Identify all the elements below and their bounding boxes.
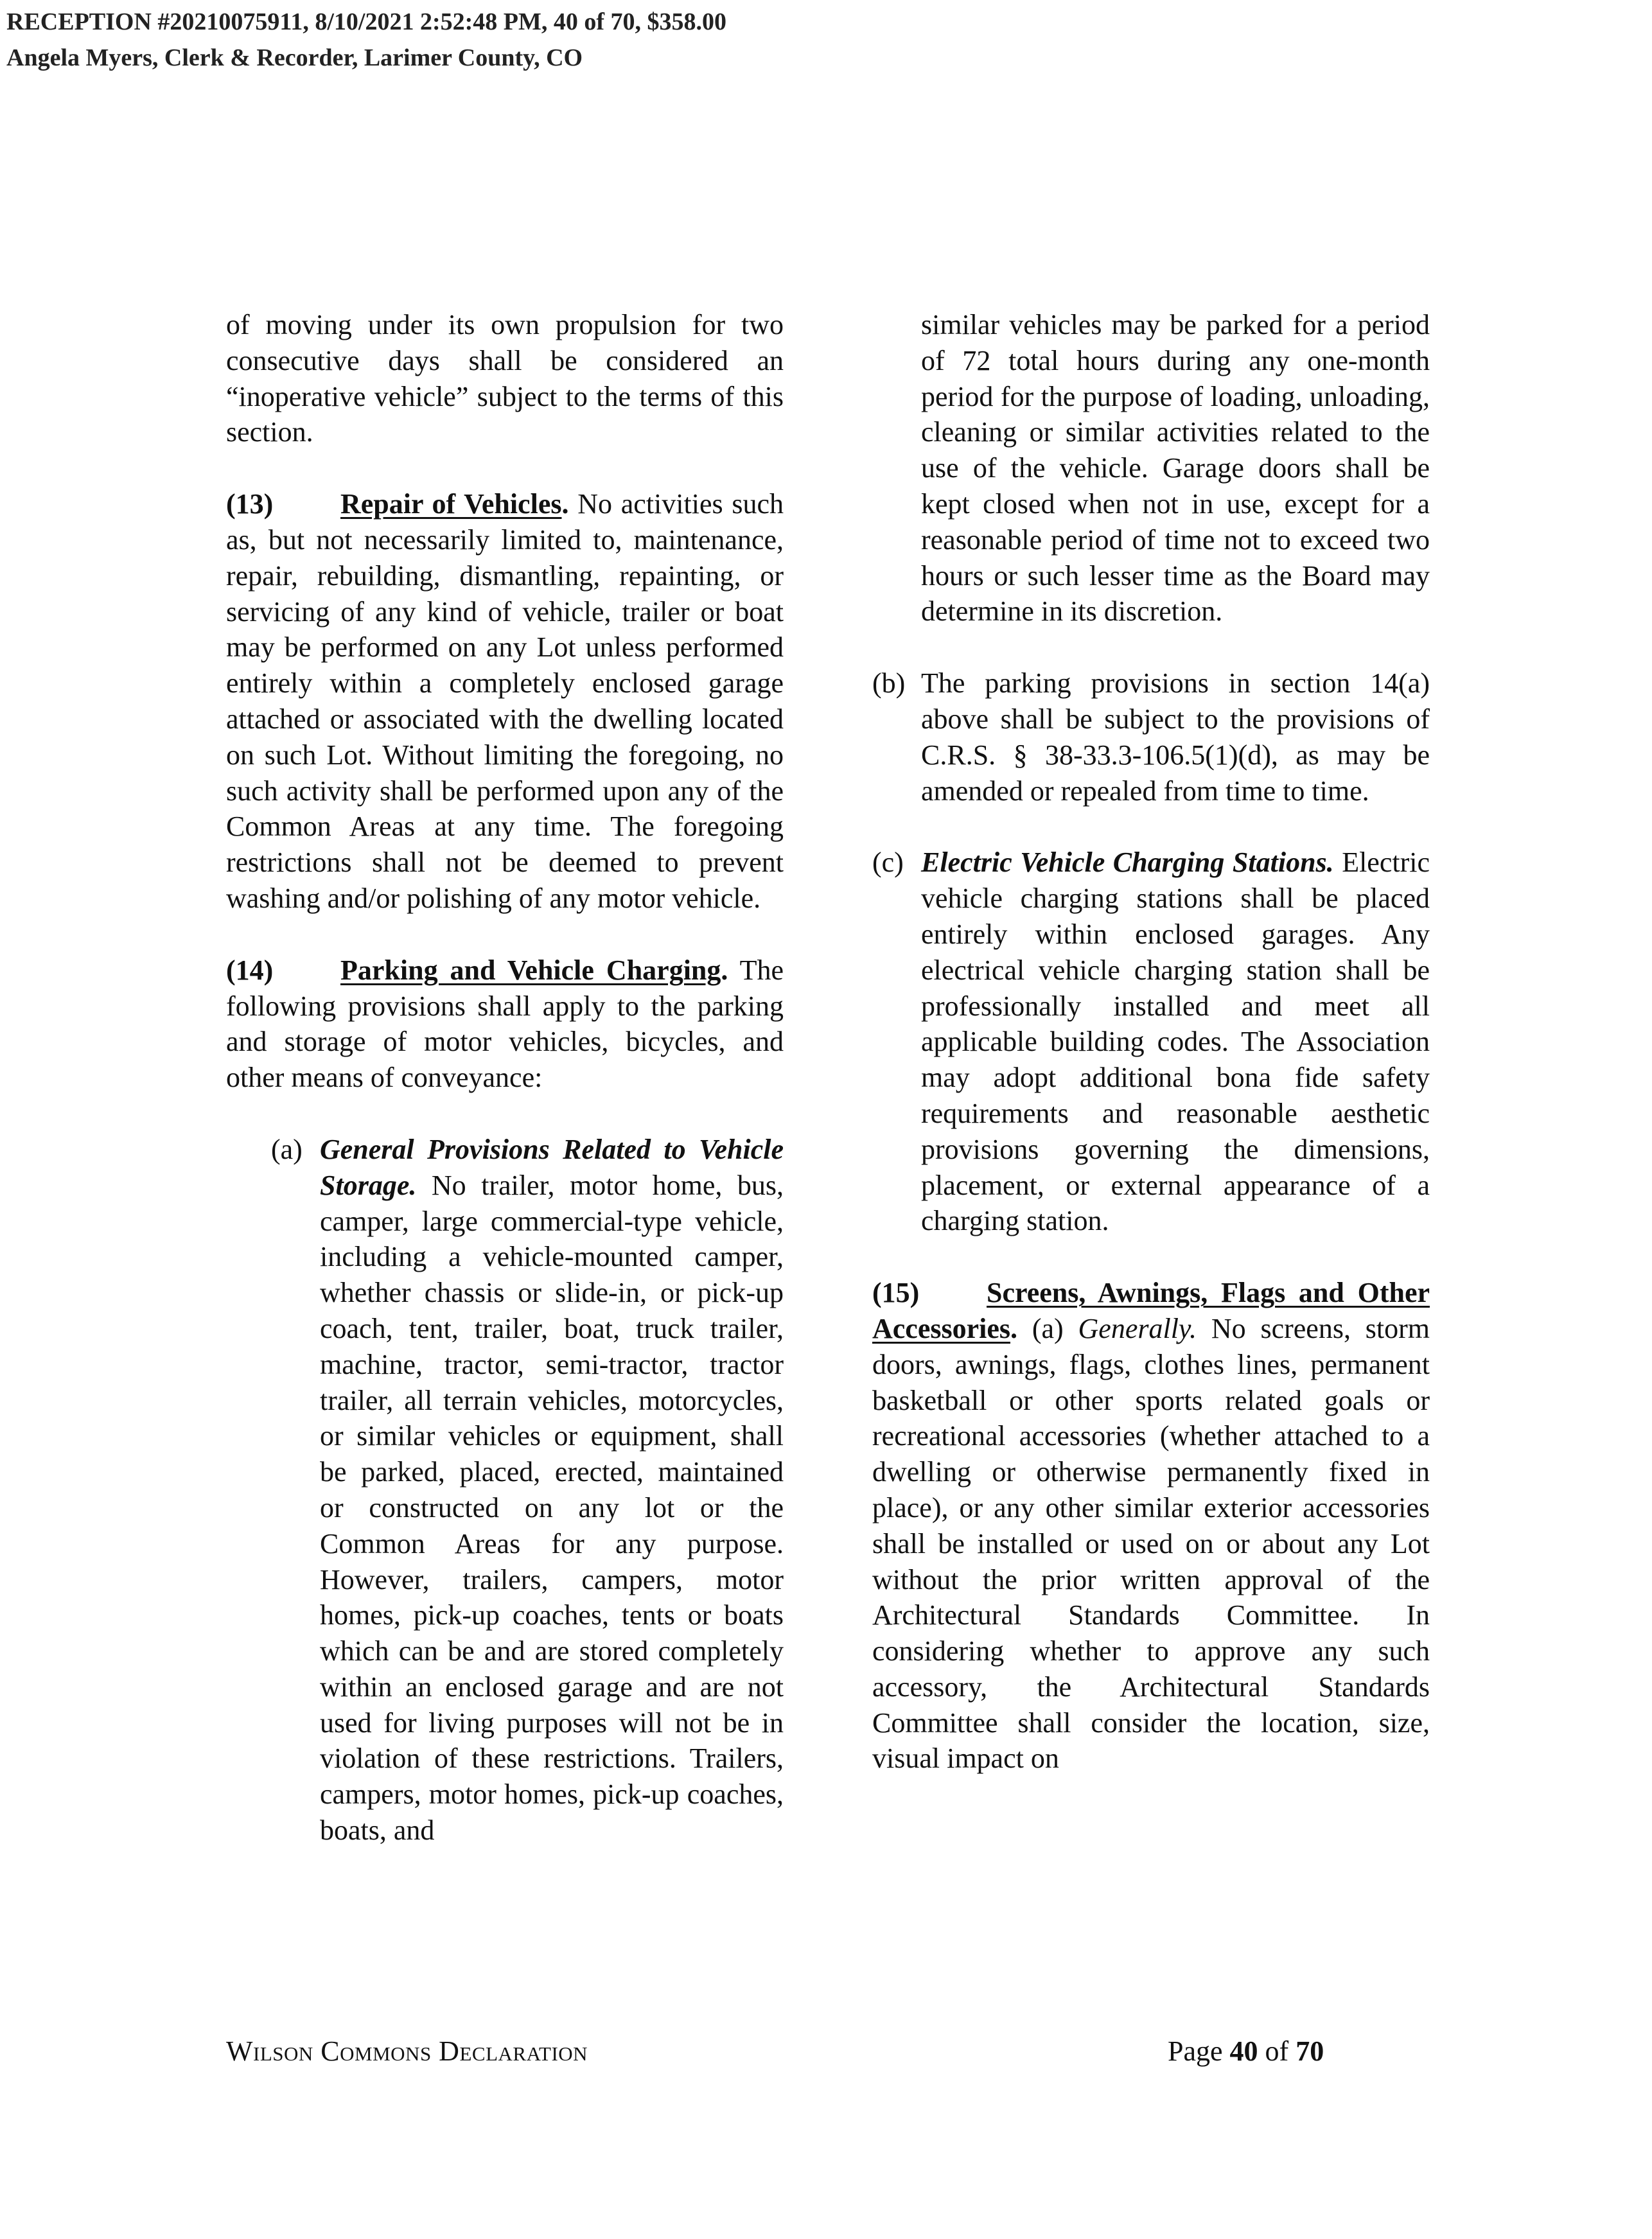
footer-document-name: Wilson Commons Declaration [226, 2035, 588, 2067]
section-13-number: (13) [226, 488, 274, 520]
section-14b-text: The parking provisions in section 14(a) above shall be subject to the provisions of C.R.S. § 38-33.3-106.5(1)(d), as may be amended or repealed from time to time. [921, 667, 1430, 807]
section-15-heading: Screens, Awnings, Flags and Other Accessories [872, 1277, 1430, 1344]
continuation-paragraph: of moving under its own propulsion for two consecutive days shall be considered an “inoperative vehicle” subject to the terms of this section. [226, 309, 784, 448]
section-14a-label: (a) [271, 1133, 303, 1165]
reception-line: RECEPTION #20210075911, 8/10/2021 2:52:48 PM, 40 of 70, $358.00 [6, 8, 726, 35]
right-column [872, 307, 1430, 1777]
section-15a-label: (a) [1032, 1312, 1064, 1344]
section-14-number: (14) [226, 954, 274, 986]
section-14c-label: (c) [872, 847, 904, 879]
section-14a-item [271, 1132, 784, 1848]
section-14-paragraph: (14) Parking and Vehicle Charging. The following provisions shall apply to the parking and storage of motor vehicles, bicycles, and other means of conveyance: [226, 953, 784, 1096]
recording-stamp [6, 4, 726, 76]
left-column [226, 307, 784, 1848]
current-page: 40 [1229, 2035, 1258, 2067]
section-15-text: No screens, storm doors, awnings, flags, clothes lines, permanent basketball or other sports related goals or recreational accessories (whether attached to a dwelling or otherwise permanently fixed in place), or any other similar exterior accessories shall be installed or used on or about any Lot without the prior written approval of the Architectural Standards Committee. In considering whether to approve any such accessory, the Architectural Standards Committee shall consider the location, size, visual impact on [872, 1312, 1430, 1775]
footer-page-number: Page 40 of 70 [1168, 2035, 1324, 2067]
section-14-heading: Parking and Vehicle Charging [340, 954, 721, 986]
section-14b-label: (b) [872, 667, 906, 699]
section-15-number: (15) [872, 1277, 920, 1309]
section-15a-title: Generally. [1078, 1312, 1197, 1344]
section-14a-continued [872, 307, 1430, 629]
clerk-line: Angela Myers, Clerk & Recorder, Larimer County, CO [6, 44, 583, 71]
section-14a-text: No trailer, motor home, bus, camper, large commercial-type vehicle, including a vehicle-mounted camper, whether chassis or slide-in, or pick-up coach, tent, trailer, boat, truck trailer, machine, tractor, semi-tractor, tractor trailer, all terrain vehicles, motorcycles, or similar vehicles or equipment, shall be parked, placed, erected, maintained or constructed on any lot or the Common Areas for any purpose. However, trailers, campers, motor homes, pick-up coaches, tents or boats which can be and are stored completely within an enclosed garage and are not used for living purposes will not be in violation of these restrictions. Trailers, campers, motor homes, pick-up coaches, boats, and [320, 1169, 784, 1847]
section-13-paragraph: (13) Repair of Vehicles. No activities such as, but not necessarily limited to, maintenance, repair, rebuilding, dismantling, repainting, or servicing of any kind of vehicle, trailer or boat may be performed on any Lot unless performed entirely within a completely enclosed garage attached or associated with the dwelling located on such Lot. Without limiting the foregoing, no such activity shall be performed upon any of the Common Areas at any time. The foregoing restrictions shall not be deemed to prevent washing and/or polishing of any motor vehicle. [226, 486, 784, 917]
total-pages: 70 [1296, 2035, 1324, 2067]
section-14c-item [872, 845, 1430, 1239]
section-14c-text: Electric vehicle charging stations shall be placed entirely within enclosed garages. Any electrical vehicle charging station shall be professionally installed and meet all applicable building codes. The Association may adopt additional bona fide safety requirements and reasonable aesthetic provisions governing the dimensions, placement, or external appearance of a charging station. [921, 847, 1430, 1237]
section-13-heading: Repair of Vehicles [340, 488, 562, 520]
section-14-text: The following provisions shall apply to the parking and storage of motor vehicles, bicycles, and other means of conveyance: [226, 954, 784, 1094]
section-14c-title: Electric Vehicle Charging Stations. [921, 847, 1334, 879]
section-13-text: No activities such as, but not necessarily limited to, maintenance, repair, rebuilding, dismantling, repainting, or servicing of any kind of vehicle, trailer or boat may be performed on any Lot unless performed entirely within a completely enclosed garage attached or associated with the dwelling located on such Lot. Without limiting the foregoing, no such activity shall be performed upon any of the Common Areas at any time. The foregoing restrictions shall not be deemed to prevent washing and/or polishing of any motor vehicle. [226, 488, 784, 914]
section-14a-title: General Provisions Related to Vehicle Storage. [320, 1133, 784, 1201]
continuation-paragraph-right: similar vehicles may be parked for a period of 72 total hours during any one-month period for the purpose of loading, unloading, cleaning or similar activities related to the use of the vehicle. Garage doors shall be kept closed when not in use, except for a reasonable period of time not to exceed two hours or such lesser time as the Board may determine in its discretion. [921, 309, 1430, 628]
section-14b-item [872, 665, 1430, 809]
section-15-paragraph: (15) Screens, Awnings, Flags and Other Accessories. (a) Generally. No screens, storm doors, awnings, flags, clothes lines, permanent basketball or other sports related goals or recreational accessories (whether attached to a dwelling or otherwise permanently fixed in place), or any other similar exterior accessories shall be installed or used on or about any Lot without the prior written approval of the Architectural Standards Committee. In considering whether to approve any such accessory, the Architectural Standards Committee shall consider the location, size, visual impact on [872, 1275, 1430, 1777]
